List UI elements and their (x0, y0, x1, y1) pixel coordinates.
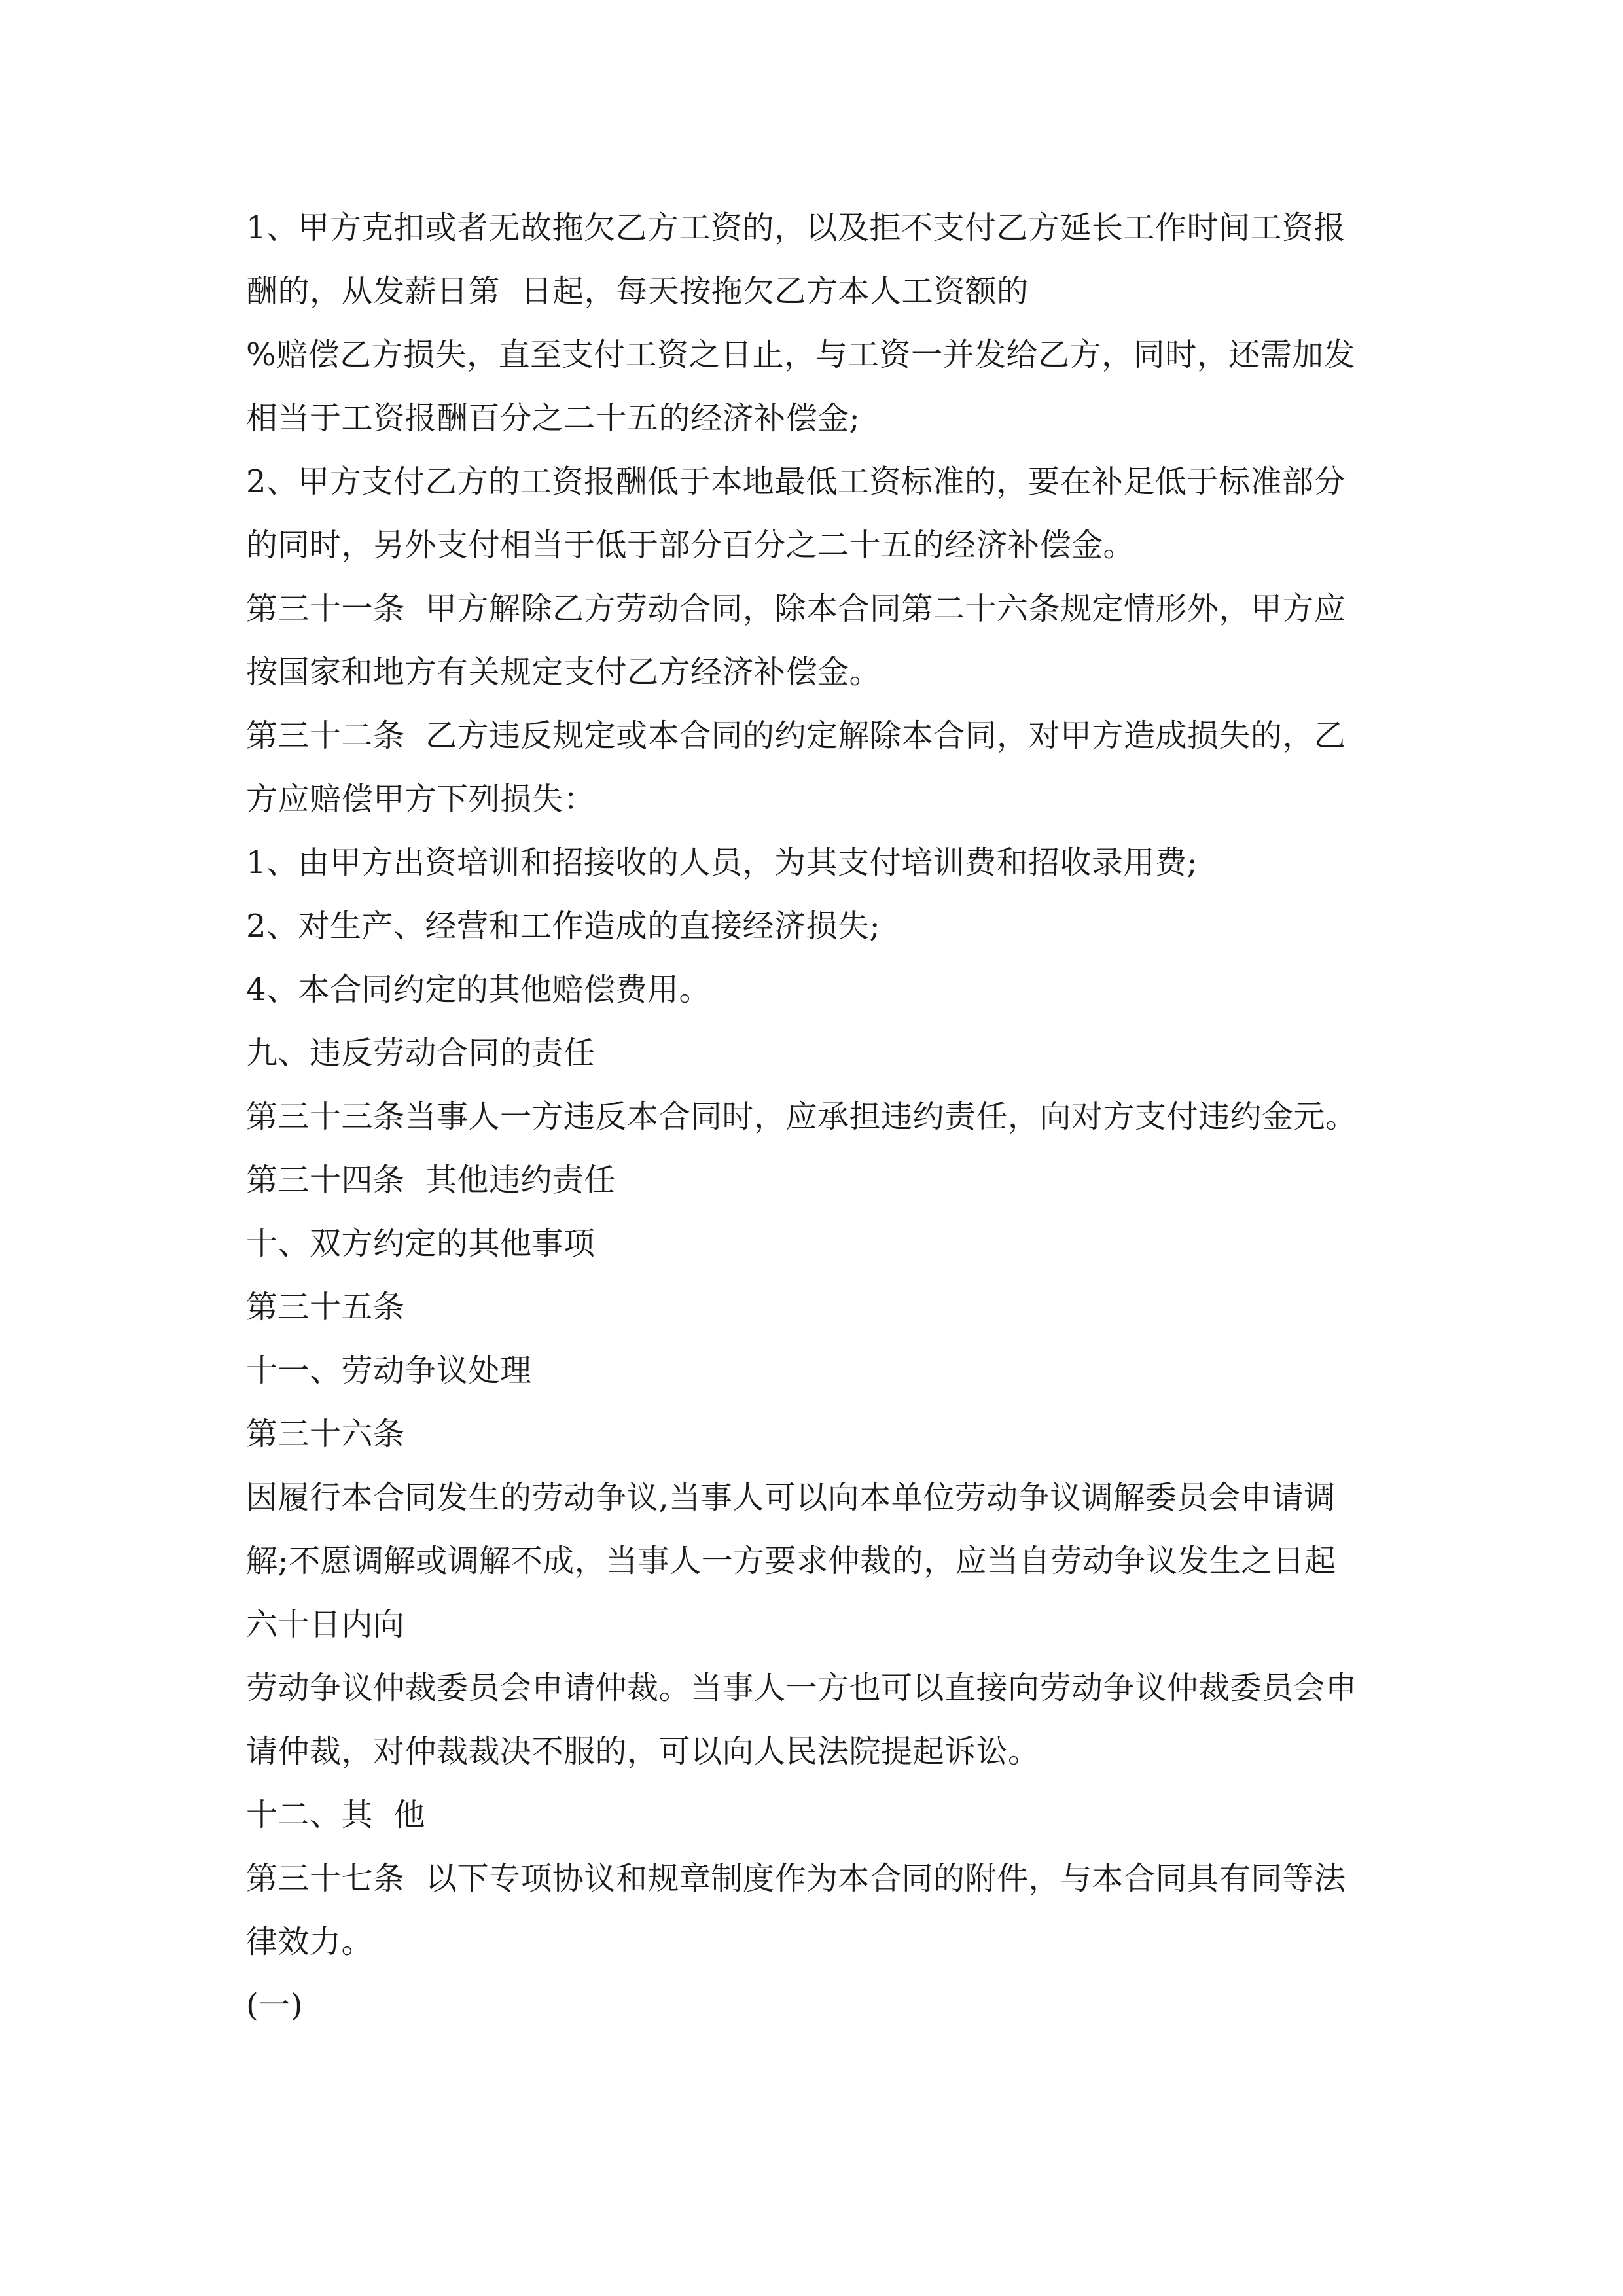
text-line: %赔偿乙方损失，直至支付工资之日止，与工资一并发给乙方，同时，还需加发 (246, 336, 1356, 373)
text-line: 第三十七条 以下专项协议和规章制度作为本合同的附件，与本合同具有同等法 (246, 1860, 1346, 1897)
text-line: 4、本合同约定的其他赔偿费用。 (246, 971, 711, 1008)
section-heading: 十、双方约定的其他事项 (246, 1225, 596, 1262)
section-heading: 十二、其 他 (246, 1797, 426, 1833)
article-heading: 第三十六条 (246, 1416, 405, 1452)
text-line: 按国家和地方有关规定支付乙方经济补偿金。 (246, 654, 882, 691)
document-body (246, 196, 1385, 2037)
article-heading: 第三十五条 (246, 1289, 405, 1325)
text-line: 劳动争议仲裁委员会申请仲裁。当事人一方也可以直接向劳动争议仲裁委员会申 (246, 1670, 1357, 1706)
text-line: 律效力。 (246, 1924, 374, 1960)
text-line: 第三十三条当事人一方违反本合同时，应承担违约责任，向对方支付违约金元。 (246, 1098, 1357, 1135)
text-line: 第三十二条 乙方违反规定或本合同的约定解除本合同，对甲方造成损失的，乙 (246, 717, 1346, 754)
text-line: 的同时，另外支付相当于低于部分百分之二十五的经济补偿金。 (246, 527, 1135, 564)
text-line: 请仲裁，对仲裁裁决不服的，可以向人民法院提起诉讼。 (246, 1733, 1040, 1770)
text-line: 六十日内向 (246, 1606, 405, 1643)
text-line: 方应赔偿甲方下列损失： (246, 781, 596, 817)
section-heading: 十一、劳动争议处理 (246, 1352, 532, 1389)
text-line: 2、甲方支付乙方的工资报酬低于本地最低工资标准的，要在补足低于标准部分 (246, 463, 1346, 500)
text-line: 相当于工资报酬百分之二十五的经济补偿金; (246, 400, 861, 437)
text-line: 第三十一条 甲方解除乙方劳动合同，除本合同第二十六条规定情形外，甲方应 (246, 590, 1346, 627)
text-line: 酬的，从发薪日第 日起，每天按拖欠乙方本人工资额的 (246, 273, 1029, 310)
text-line: (一) (246, 1987, 303, 2024)
text-line: 解;不愿调解或调解不成，当事人一方要求仲裁的，应当自劳动争议发生之日起 (246, 1543, 1336, 1579)
text-line: 1、甲方克扣或者无故拖欠乙方工资的，以及拒不支付乙方延长工作时间工资报 (246, 209, 1346, 246)
text-line: 第三十四条 其他违约责任 (246, 1162, 616, 1198)
text-line: 2、对生产、经营和工作造成的直接经济损失; (246, 908, 881, 944)
text-line: 因履行本合同发生的劳动争议,当事人可以向本单位劳动争议调解委员会申请调 (246, 1479, 1336, 1516)
section-heading: 九、违反劳动合同的责任 (246, 1035, 596, 1071)
text-line: 1、由甲方出资培训和招接收的人员，为其支付培训费和招收录用费; (246, 844, 1198, 881)
